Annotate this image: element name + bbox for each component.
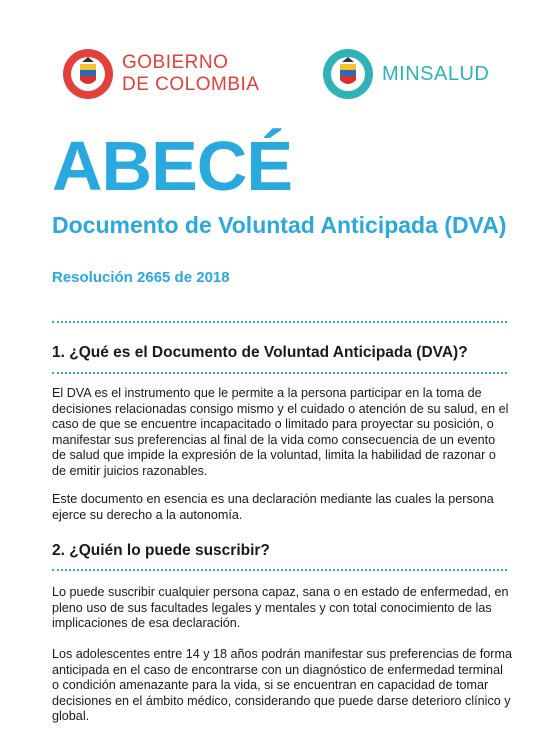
section-2-paragraph-1: Lo puede suscribir cualquier persona capaz, sana o en estado de enfermedad, en pleno uso de sus facultades legales y mentales y con total conocimiento de las implicaciones de esa declaración. [52,585,509,631]
minsalud-logo-text: MINSALUD [382,62,490,85]
document-subtitle: Documento de Voluntad Anticipada (DVA) [52,212,507,238]
section-1-heading: 1. ¿Qué es el Documento de Voluntad Anticipada (DVA)? [52,344,468,361]
resolution-reference: Resolución 2665 de 2018 [52,269,230,286]
republica-de-colombia-seal-icon [62,48,114,100]
gobierno-line-1: GOBIERNO [122,52,229,73]
section-1-paragraph-2: Este documento en esencia es una declaración mediante las cuales la persona ejerce su derecho a la autonomía. [52,492,494,522]
dotted-divider [52,569,507,571]
page-title: ABECÉ [52,127,293,205]
minsalud-seal-icon [322,48,374,100]
minsalud-logo [322,48,489,100]
dotted-divider [52,321,507,323]
section-1-paragraph-1: El DVA es el instrumento que le permite a la persona participar en la toma de decisiones relacionadas consigo mismo y el cuidado o atención de su salud, en el caso de que se encuentre incapacitado o limitado para proyectar su posición, o manifestar sus preferencias al final de la vida como consecuencia de un evento de salud que impide la expresión de la voluntad, limita la habilidad de razonar o de emitir juicios razonables. [52,386,509,478]
section-2-heading: 2. ¿Quién lo puede suscribir? [52,542,270,559]
dotted-divider [52,372,507,374]
section-2-paragraph-2: Los adolescentes entre 14 y 18 años podrán manifestar sus preferencias de forma anticipada en el caso de encontrarse con un diagnóstico de enfermedad terminal o condición amenazante para la vida, si se encuentran en capacidad de tomar decisiones en el ámbito médico, considerando que puede darse deterioro clínico y global. [52,647,512,724]
gobierno-line-2: DE COLOMBIA [122,74,260,95]
gobierno-logo-text [122,52,259,96]
gobierno-de-colombia-logo [62,48,259,100]
